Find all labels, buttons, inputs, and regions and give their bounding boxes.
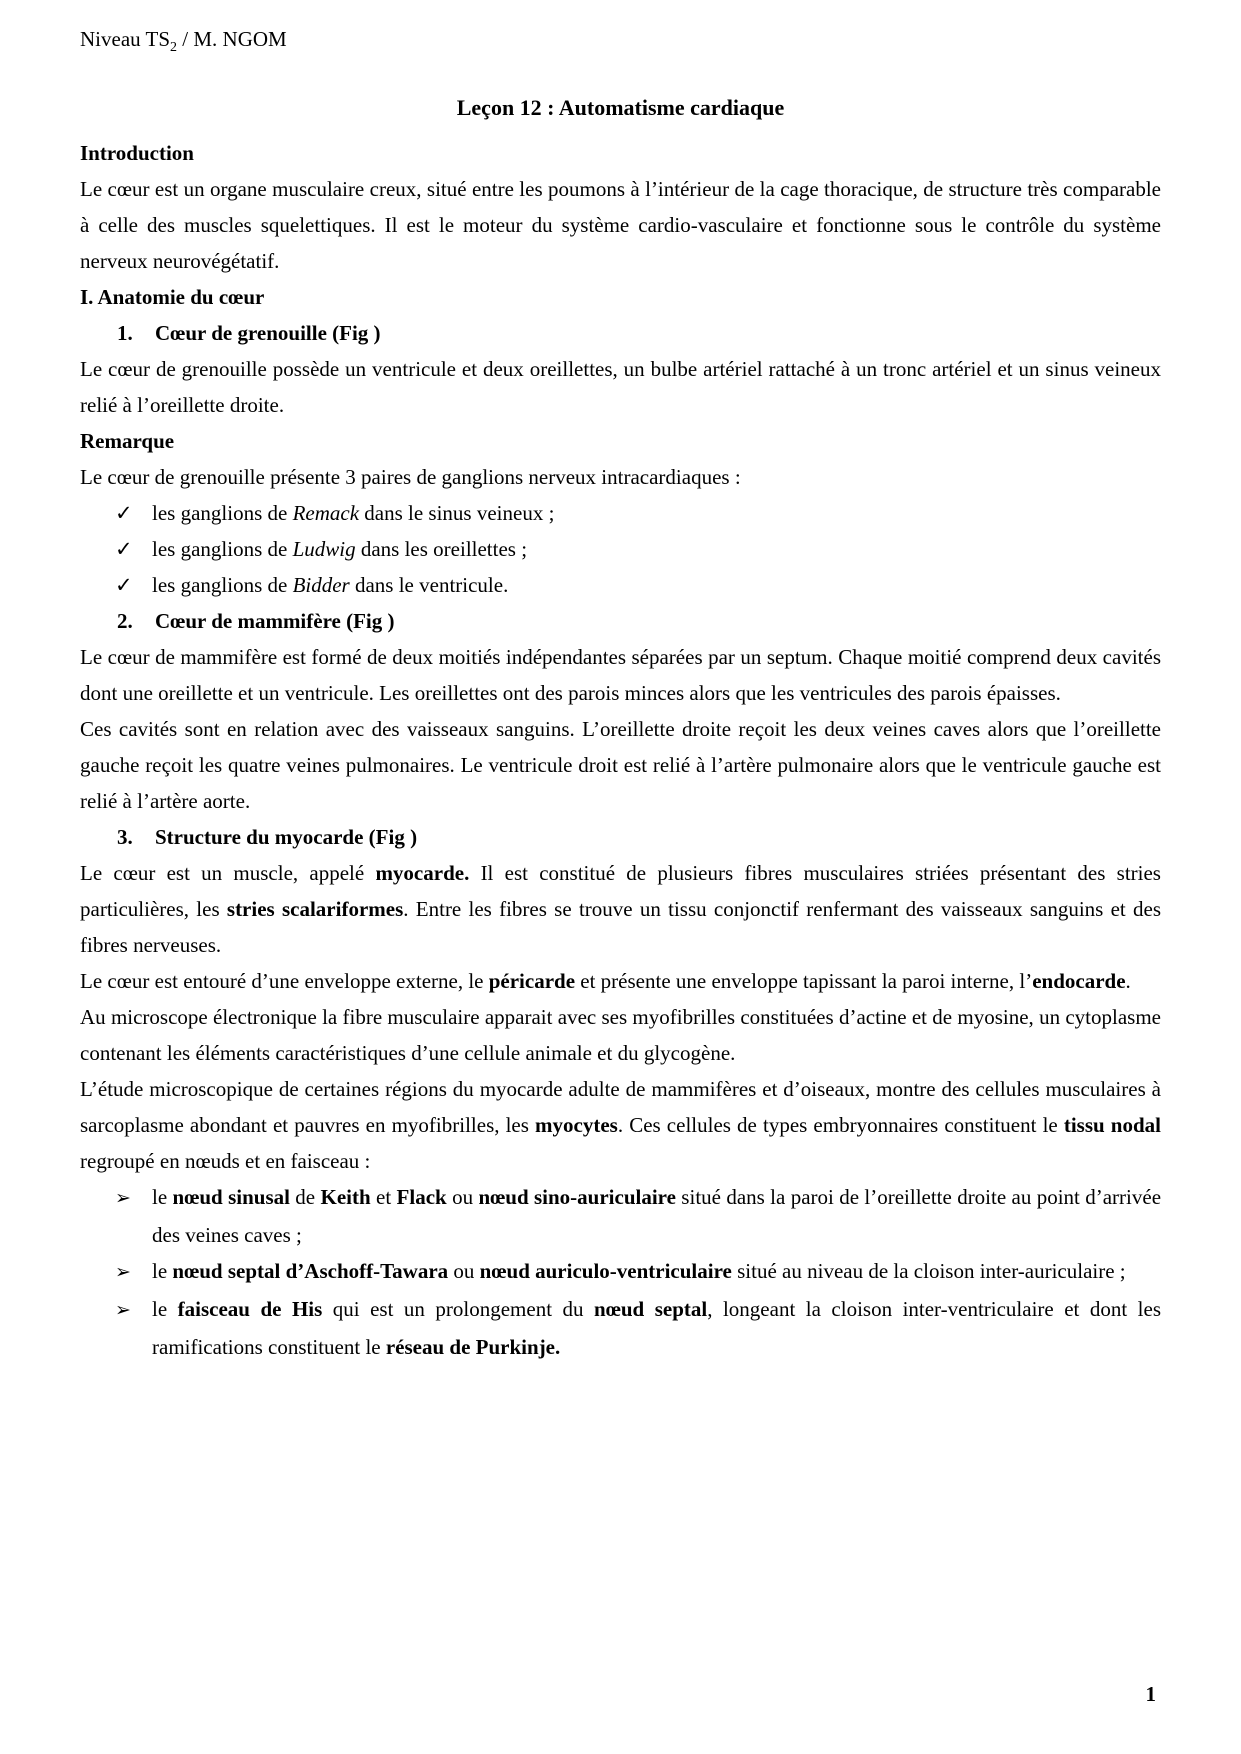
text-run: nœud auriculo-ventriculaire — [479, 1259, 732, 1284]
check-icon: ✓ — [115, 537, 133, 562]
text-run: endocarde — [1032, 969, 1126, 994]
numbered-heading — [80, 819, 1161, 855]
text-run: le — [152, 1185, 173, 1210]
text-run: situé dans la paroi de l’oreillette droite au point d’arrivée des veines caves ; — [152, 1185, 1162, 1248]
check-list-item — [80, 567, 1161, 603]
text-run: / M. NGOM — [177, 27, 287, 51]
text-run: I. Anatomie du cœur — [80, 285, 265, 310]
text-run: , longeant la cloison inter-ventriculaire et dont les ramifications constituent le — [152, 1297, 1162, 1360]
text-run: Le cœur de mammifère est formé de deux moitiés indépendantes séparées par un septum. Chaque moitié comprend deux cavités dont une oreillette et un ventricule. Les oreillettes ont des parois minces alors que les ventricules des parois épaisses. — [80, 645, 1161, 706]
text-run: . Entre les fibres se trouve un tissu conjonctif renfermant des vaisseaux sanguins et des fibres nerveuses. — [80, 897, 1162, 958]
paragraph — [80, 171, 1161, 279]
text-run: le — [152, 1259, 173, 1284]
text-run: et — [370, 1185, 397, 1210]
text-run: Keith — [320, 1185, 371, 1210]
paragraph — [80, 963, 1161, 999]
text-run: L’étude microscopique de certaines régions du myocarde adulte de mammifères et d’oiseaux, montre des cellules musculaires à sarcoplasme abondant et pauvres en myofibrilles, les — [80, 1077, 1161, 1138]
text-run: Au microscope électronique la fibre musculaire apparait avec ses myofibrilles constituées d’actine et de myosine, un cytoplasme contenant les éléments caractéristiques d’une cellule animale et du glycogène. — [80, 1005, 1161, 1066]
text-run: nœud sino-auriculaire — [478, 1185, 676, 1210]
check-icon: ✓ — [115, 573, 133, 598]
text-run: dans le sinus veineux ; — [359, 501, 555, 526]
text-run: Flack — [396, 1185, 447, 1210]
arrow-icon: ➢ — [115, 1188, 131, 1210]
arrow-list-item — [80, 1253, 1161, 1291]
text-run: dans le ventricule. — [349, 573, 509, 598]
text-run: Cœur de grenouille (Fig ) — [155, 321, 381, 346]
text-run: Introduction — [80, 141, 194, 166]
text-run: . Ces cellules de types embryonnaires constituent le — [617, 1113, 1064, 1138]
text-run: stries scalariformes — [226, 897, 404, 922]
text-run: péricarde — [488, 969, 576, 994]
arrow-list-item — [80, 1179, 1161, 1253]
text-run: faisceau de His — [177, 1297, 323, 1322]
section-heading — [80, 279, 1161, 315]
text-run: Cœur de mammifère (Fig ) — [155, 609, 395, 634]
heading-number: 1. — [117, 321, 133, 346]
text-run: . — [1125, 969, 1131, 994]
text-run: les ganglions de — [152, 537, 293, 562]
paragraph — [80, 711, 1161, 819]
section-heading — [80, 423, 1161, 459]
text-run: nœud septal d’Aschoff-Tawara — [172, 1259, 449, 1284]
course-level-header — [80, 0, 1161, 63]
text-run: Bidder — [292, 573, 350, 598]
text-run: Le cœur est un organe musculaire creux, situé entre les poumons à l’intérieur de la cage thoracique, de structure très comparable à celle des muscles squelettiques. Il est le moteur du système cardio-vasculaire et fonctionne sous le contrôle du système nerveux neurovégétatif. — [80, 177, 1161, 274]
section-heading — [80, 135, 1161, 171]
lesson-body — [80, 135, 1161, 1365]
numbered-heading — [80, 315, 1161, 351]
text-run: Le cœur est entouré d’une enveloppe externe, le — [80, 969, 489, 994]
text-run: le — [152, 1297, 178, 1322]
paragraph — [80, 855, 1161, 963]
text-run: ou — [448, 1259, 480, 1284]
text-run: dans les oreillettes ; — [355, 537, 528, 562]
text-run: réseau de Purkinje. — [385, 1335, 561, 1360]
arrow-list-item — [80, 1291, 1161, 1365]
arrow-icon: ➢ — [115, 1300, 131, 1322]
check-icon: ✓ — [115, 501, 133, 526]
text-run: Le cœur est un muscle, appelé — [80, 861, 376, 886]
text-run: Ces cavités sont en relation avec des vaisseaux sanguins. L’oreillette droite reçoit les deux veines caves alors que l’oreillette gauche reçoit les quatre veines pulmonaires. Le ventricule droit est relié à l’artère pulmonaire alors que le ventricule gauche est relié à l’artère aorte. — [80, 717, 1161, 814]
paragraph — [80, 1071, 1161, 1179]
text-run: ou — [446, 1185, 479, 1210]
lesson-title: Leçon 12 : Automatisme cardiaque — [456, 95, 785, 121]
check-list-item — [80, 531, 1161, 567]
paragraph — [80, 459, 1161, 495]
text-run: Il est constitué de plusieurs fibres musculaires striées présentant des stries particulières, les — [80, 861, 1161, 922]
paragraph — [80, 639, 1161, 711]
text-run: nœud sinusal — [172, 1185, 290, 1210]
text-run: et présente une enveloppe tapissant la paroi interne, l’ — [575, 969, 1033, 994]
text-run: myocarde. — [375, 861, 470, 886]
text-run: Structure du myocarde (Fig ) — [155, 825, 418, 850]
heading-number: 3. — [117, 825, 133, 850]
text-run: Remack — [292, 501, 360, 526]
text-run: Niveau TS — [80, 27, 171, 51]
text-run: Ludwig — [292, 537, 356, 562]
page-number: 1 — [1145, 1682, 1156, 1706]
text-run: les ganglions de — [152, 573, 293, 598]
text-run: qui est un prolongement du — [322, 1297, 595, 1322]
paragraph — [80, 351, 1161, 423]
text-run: 2 — [170, 40, 178, 56]
heading-number: 2. — [117, 609, 133, 634]
text-run: Remarque — [80, 429, 175, 454]
text-run: nœud septal — [594, 1297, 708, 1322]
text-run: Le cœur de grenouille présente 3 paires de ganglions nerveux intracardiaques : — [80, 465, 741, 490]
numbered-heading — [80, 603, 1161, 639]
text-run: situé au niveau de la cloison inter-auriculaire ; — [731, 1259, 1126, 1284]
text-run: myocytes — [535, 1113, 618, 1138]
text-run: les ganglions de — [152, 501, 293, 526]
text-run: de — [289, 1185, 321, 1210]
check-list-item — [80, 495, 1161, 531]
text-run: tissu nodal — [1063, 1113, 1161, 1138]
text-run: regroupé en nœuds et en faisceau : — [80, 1149, 371, 1174]
arrow-icon: ➢ — [115, 1262, 131, 1284]
text-run: Le cœur de grenouille possède un ventricule et deux oreillettes, un bulbe artériel rattaché à un tronc artériel et un sinus veineux relié à l’oreillette droite. — [80, 357, 1161, 418]
paragraph — [80, 999, 1161, 1071]
